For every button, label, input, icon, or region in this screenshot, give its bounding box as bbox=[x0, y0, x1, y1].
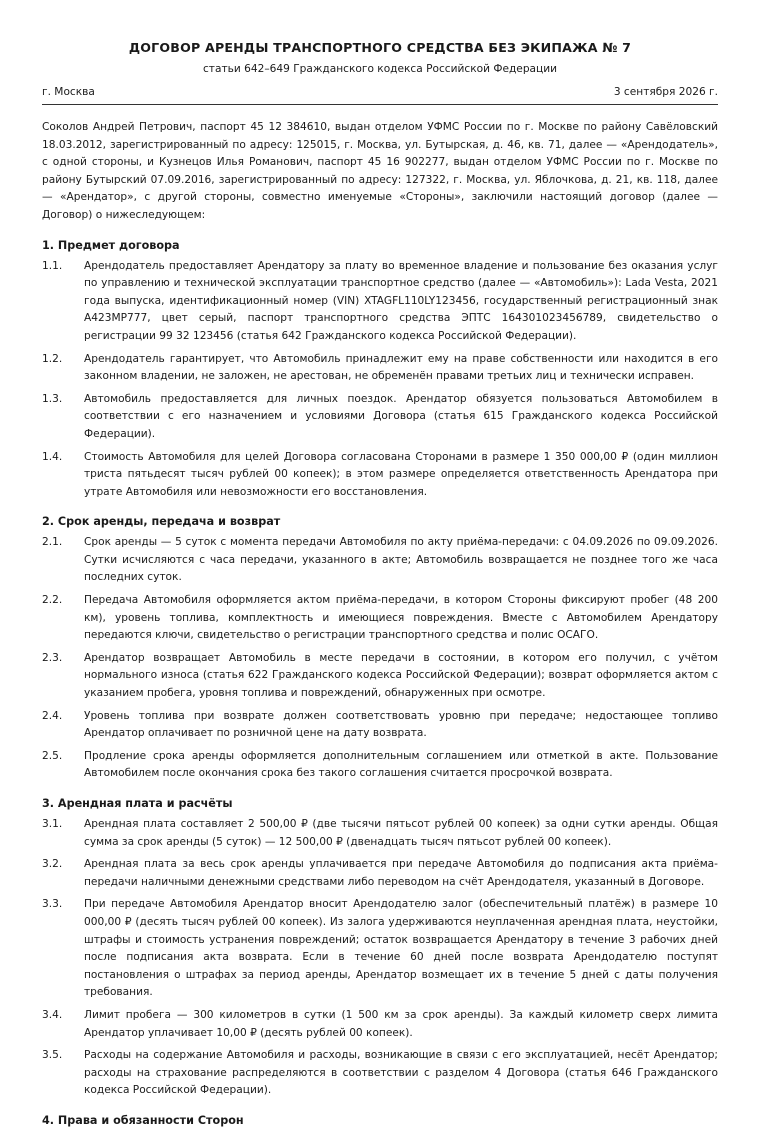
contract-date: 3 сентября 2026 г. bbox=[613, 86, 718, 98]
section-3 bbox=[42, 797, 718, 1100]
clause-number: 1.1. bbox=[42, 259, 63, 272]
clause-text: Арендная плата за весь срок аренды уплачивается при передаче Автомобиля до подписания акта приёма-передачи наличными денежными средствами либо переводом на счёт Арендодателя, указанный в Договоре. bbox=[84, 858, 718, 888]
clause-text: Автомобиль предоставляется для личных поездок. Арендатор обязуется пользоваться Автомобилем в соответствии с его назначением и условиями Договора (статья 615 Гражданского кодекса Российской Федерации). bbox=[84, 392, 718, 440]
clause bbox=[42, 258, 718, 346]
clause bbox=[42, 592, 718, 645]
clause-text: Арендная плата составляет 2 500,00 ₽ (две тысячи пятьсот рублей 00 копеек) за одни сутки аренды. Общая сумма за срок аренды (5 суток) — 12 500,00 ₽ (двенадцать тысяч пятьсот рублей 00 копеек). bbox=[84, 818, 718, 848]
section-heading: 3. Арендная плата и расчёты bbox=[42, 797, 233, 810]
clause bbox=[42, 351, 718, 386]
clause bbox=[42, 896, 718, 1002]
document-title: ДОГОВОР АРЕНДЫ ТРАНСПОРТНОГО СРЕДСТВА БЕЗ ЭКИПАЖА № 7 bbox=[128, 40, 632, 55]
contract-place: г. Москва bbox=[42, 86, 95, 98]
clause bbox=[42, 534, 718, 587]
clause-number: 2.1. bbox=[42, 536, 63, 549]
clause-text: Расходы на содержание Автомобиля и расходы, возникающие в связи с его эксплуатацией, несёт Арендатор; расходы на страхование распределяются в соответствии с разделом 4 Договора (статья 646 Гражданского кодекса Российской Федерации). bbox=[84, 1049, 718, 1097]
clause-number: 3.1. bbox=[42, 818, 63, 830]
clause-number: 2.5. bbox=[42, 749, 63, 762]
clause-number: 1.4. bbox=[42, 450, 63, 463]
clause-text: При передаче Автомобиля Арендатор вносит Арендодателю залог (обеспечительный платёж) в размере 10 000,00 ₽ (десять тысяч рублей 00 копеек). Из залога удерживаются неуплаченная арендная плата, неустойки, штрафы и стоимость устранения повреждений; остаток возвращается Арендатору в течение 3 рабочих дней после подписания акта возврата. Если в течение 60 дней после возврата Арендодателю поступят постановления о штрафах за период аренды, Арендатор возмещает их в течение 5 дней с даты получения требования. bbox=[84, 898, 718, 999]
clause-number: 3.4. bbox=[42, 1008, 63, 1021]
clause-text: Продление срока аренды оформляется дополнительным соглашением или отметкой в акте. Пользование Автомобилем после окончания срока без такого соглашения считается просрочкой возврата. bbox=[84, 749, 718, 780]
clause bbox=[42, 391, 718, 444]
clause-text: Стоимость Автомобиля для целей Договора согласована Сторонами в размере 1 350 000,00 ₽ (один миллион триста пятьдесят тысяч рублей 00 копеек); в этом размере определяется ответственность Арендатора при утрате Автомобиля или невозможности его восстановления. bbox=[84, 450, 718, 498]
clause bbox=[42, 650, 718, 703]
clause-number: 3.5. bbox=[42, 1049, 63, 1062]
section-heading: 1. Предмет договора bbox=[42, 238, 180, 252]
clause-text: Арендатор возвращает Автомобиль в месте передачи в состоянии, в котором его получил, с учётом нормального износа (статья 622 Гражданского кодекса Российской Федерации); возврат оформляется актом с указанием пробега, уровня топлива и повреждений, обнаруженных при осмотре. bbox=[84, 651, 718, 700]
clause-number: 1.2. bbox=[42, 352, 63, 365]
section-1 bbox=[42, 239, 718, 502]
clause bbox=[42, 748, 718, 783]
clause-number: 2.2. bbox=[42, 594, 63, 607]
section-4 bbox=[42, 1114, 718, 1127]
clause-text: Арендодатель гарантирует, что Автомобиль принадлежит ему на праве собственности или находится в его законном владении, не заложен, не арестован, не обременён правами третьих лиц и технически исправен. bbox=[84, 352, 718, 383]
section-2 bbox=[42, 515, 718, 783]
clause-text: Уровень топлива при возврате должен соответствовать уровню при передаче; недостающее топливо Арендатор оплачивает по розничной цене на дату возврата. bbox=[84, 709, 718, 740]
clause-number: 3.3. bbox=[42, 898, 63, 911]
clause-number: 3.2. bbox=[42, 858, 63, 871]
intro-paragraph: Соколов Андрей Петрович, паспорт 45 12 384610, выдан отделом УФМС России по г. Москве по району Савёловский 18.03.2012, зарегистрированный по адресу: 125015, г. Москва, ул. Бутырская, д. 46, кв. 71, далее — «Арендодатель», с одной стороны, и Кузнецов Илья Романович, паспорт 45 16 902277, выдан отделом УФМС России по г. Москве по району Бутырский 07.09.2016, зарегистрированный по адресу: 127322, г. Москва, ул. Яблочкова, д. 21, кв. 118, далее — «Арендатор», с другой стороны, совместно именуемые «Стороны», заключили настоящий договор (далее — Договор) о нижеследующем: bbox=[42, 121, 718, 221]
clause-text: Лимит пробега — 300 километров в сутки (1 500 км за срок аренды). За каждый километр сверх лимита Арендатор уплачивает 10,00 ₽ (десять рублей 00 копеек). bbox=[84, 1008, 718, 1039]
clause-text: Срок аренды — 5 суток с момента передачи Автомобиля по акту приёма-передачи: с 04.09.2026 по 09.09.2026. Сутки исчисляются с часа передачи, указанного в акте; Автомобиль возвращается не позднее того же часа последних суток. bbox=[84, 536, 718, 584]
clause bbox=[42, 856, 718, 891]
section-heading: 2. Срок аренды, передача и возврат bbox=[42, 515, 281, 529]
section-heading: 4. Права и обязанности Сторон bbox=[42, 1113, 244, 1127]
clause bbox=[42, 708, 718, 743]
clause-number: 2.3. bbox=[42, 651, 63, 664]
contract-page bbox=[42, 0, 718, 1127]
clause bbox=[42, 816, 718, 851]
clause-text: Арендодатель предоставляет Арендатору за плату во временное владение и пользование без оказания услуг по управлению и технической эксплуатации транспортное средство (далее — «Автомобиль»): Lada Vesta, 2021 года выпуска, идентификационный номер (VIN) XTAGFL110LY123456, государственный регистрационный знак А423МР777, цвет серый, паспорт транспортного средства ЭПТС 164301023456789, свидетельство о регистрации 99 32 123456 (статья 642 Гражданского кодекса Российской Федерации). bbox=[84, 259, 718, 342]
place-date-line bbox=[42, 86, 718, 105]
clause-number: 2.4. bbox=[42, 709, 63, 722]
clause-text: Передача Автомобиля оформляется актом приёма-передачи, в котором Стороны фиксируют пробег (48 200 км), уровень топлива, комплектность и имеющиеся повреждения. Вместе с Автомобилем Арендатору передаются ключи, свидетельство о регистрации транспортного средства и полис ОСАГО. bbox=[84, 594, 718, 642]
clause bbox=[42, 1007, 718, 1042]
clause bbox=[42, 1047, 718, 1100]
clause bbox=[42, 449, 718, 502]
document-subtitle: статьи 642–649 Гражданского кодекса Российской Федерации bbox=[202, 63, 558, 75]
clause-number: 1.3. bbox=[42, 392, 63, 405]
